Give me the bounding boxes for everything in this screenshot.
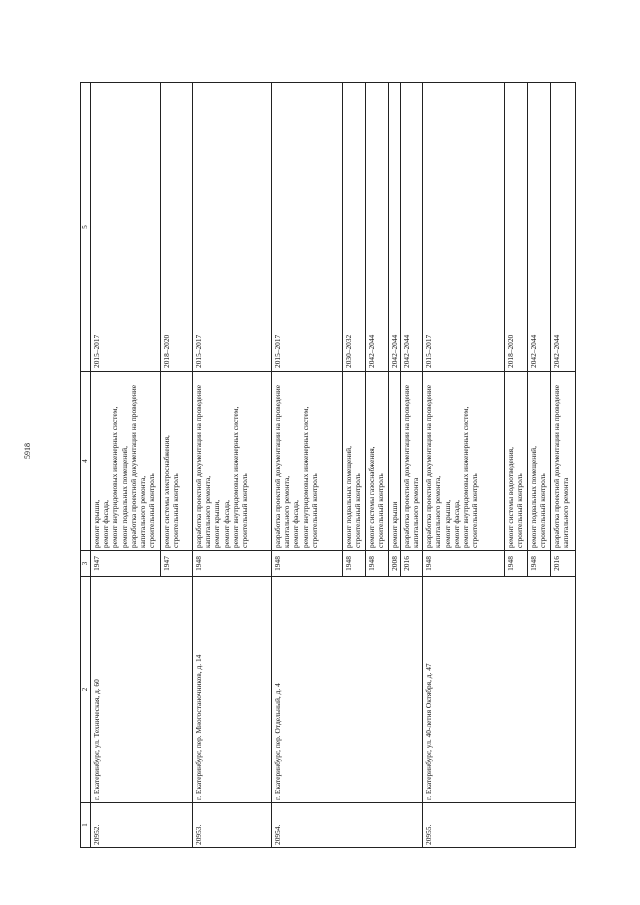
works-cell: разработка проектной документации на проведение капитального ремонта xyxy=(401,372,423,551)
works-cell: разработка проектной документации на проведение капитального ремонта, ремонт фасада, ремонт внутридомовых инженерных систем, строительный контроль xyxy=(271,372,342,551)
period-cell: 2018–2020 xyxy=(505,83,528,372)
address-cell: г. Екатеринбург, пер. Отдельный, д. 4 xyxy=(271,577,422,803)
works-cell: разработка проектной документации на проведение капитального ремонта, ремонт крыши, ремонт фасада, ремонт внутридомовых инженерных систем, строительный контроль xyxy=(192,372,271,551)
period-cell: 2015–2017 xyxy=(423,83,505,372)
year-cell: 1948 xyxy=(423,551,505,577)
header-row xyxy=(81,83,91,848)
period-cell: 2042–2044 xyxy=(551,83,576,372)
works-cell: ремонт подвальных помещений, строительный контроль xyxy=(342,372,365,551)
period-cell: 2018–2020 xyxy=(160,83,192,372)
works-cell: ремонт системы газоснабжения, строительный контроль xyxy=(365,372,388,551)
works-cell: ремонт системы электроснабжения, строительный контроль xyxy=(160,372,192,551)
year-cell: 1948 xyxy=(192,551,271,577)
period-cell: 2042–2044 xyxy=(365,83,388,372)
year-cell: 1948 xyxy=(505,551,528,577)
row-number-cell: 20953. xyxy=(192,803,271,848)
works-cell: ремонт крыши xyxy=(388,372,400,551)
year-cell: 1948 xyxy=(528,551,551,577)
table-row xyxy=(192,83,271,848)
year-cell: 1948 xyxy=(342,551,365,577)
column-header: 3 xyxy=(81,551,91,577)
row-number-cell: 20952. xyxy=(90,803,192,848)
rotated-table-container xyxy=(80,83,571,848)
period-cell: 2042–2044 xyxy=(388,83,400,372)
column-header: 5 xyxy=(81,83,91,372)
year-cell: 2008 xyxy=(388,551,400,577)
period-cell: 2042–2044 xyxy=(528,83,551,372)
period-cell: 2042–2044 xyxy=(401,83,423,372)
column-header: 2 xyxy=(81,577,91,803)
address-cell: г. Екатеринбург, ул. 40-летия Октября, д. 47 xyxy=(423,577,576,803)
works-cell: разработка проектной документации на проведение капитального ремонта xyxy=(551,372,576,551)
period-cell: 2015–2017 xyxy=(192,83,271,372)
row-number-cell: 20955. xyxy=(423,803,576,848)
table-row xyxy=(90,83,160,848)
table-row xyxy=(271,83,342,848)
table-row xyxy=(423,83,505,848)
year-cell: 2016 xyxy=(551,551,576,577)
works-cell: ремонт крыши, ремонт фасада, ремонт внутридомовых инженерных систем, ремонт подвальных помещений, разработка проектной документации на проведение капитального ремонта, строительный контроль xyxy=(90,372,160,551)
row-number-cell: 20954. xyxy=(271,803,422,848)
works-cell: ремонт подвальных помещений, строительный контроль xyxy=(528,372,551,551)
address-cell: г. Екатеринбург, ул. Техническая, д. 60 xyxy=(90,577,192,803)
period-cell: 2030–2032 xyxy=(342,83,365,372)
repair-schedule-table xyxy=(80,82,576,848)
period-cell: 2015–2017 xyxy=(271,83,342,372)
year-cell: 1947 xyxy=(90,551,160,577)
year-cell: 1948 xyxy=(271,551,342,577)
year-cell: 1947 xyxy=(160,551,192,577)
year-cell: 2016 xyxy=(401,551,423,577)
works-cell: ремонт системы водоотведения, строительный контроль xyxy=(505,372,528,551)
address-cell: г. Екатеринбург, пер. Многостаночников, д. 14 xyxy=(192,577,271,803)
page-number: 5918 xyxy=(23,443,32,459)
works-cell: разработка проектной документации на проведение капитального ремонта, ремонт крыши, ремонт фасада, ремонт внутридомовых инженерных систем, строительный контроль xyxy=(423,372,505,551)
column-header: 1 xyxy=(81,803,91,848)
year-cell: 1948 xyxy=(365,551,388,577)
column-header: 4 xyxy=(81,372,91,551)
period-cell: 2015–2017 xyxy=(90,83,160,372)
